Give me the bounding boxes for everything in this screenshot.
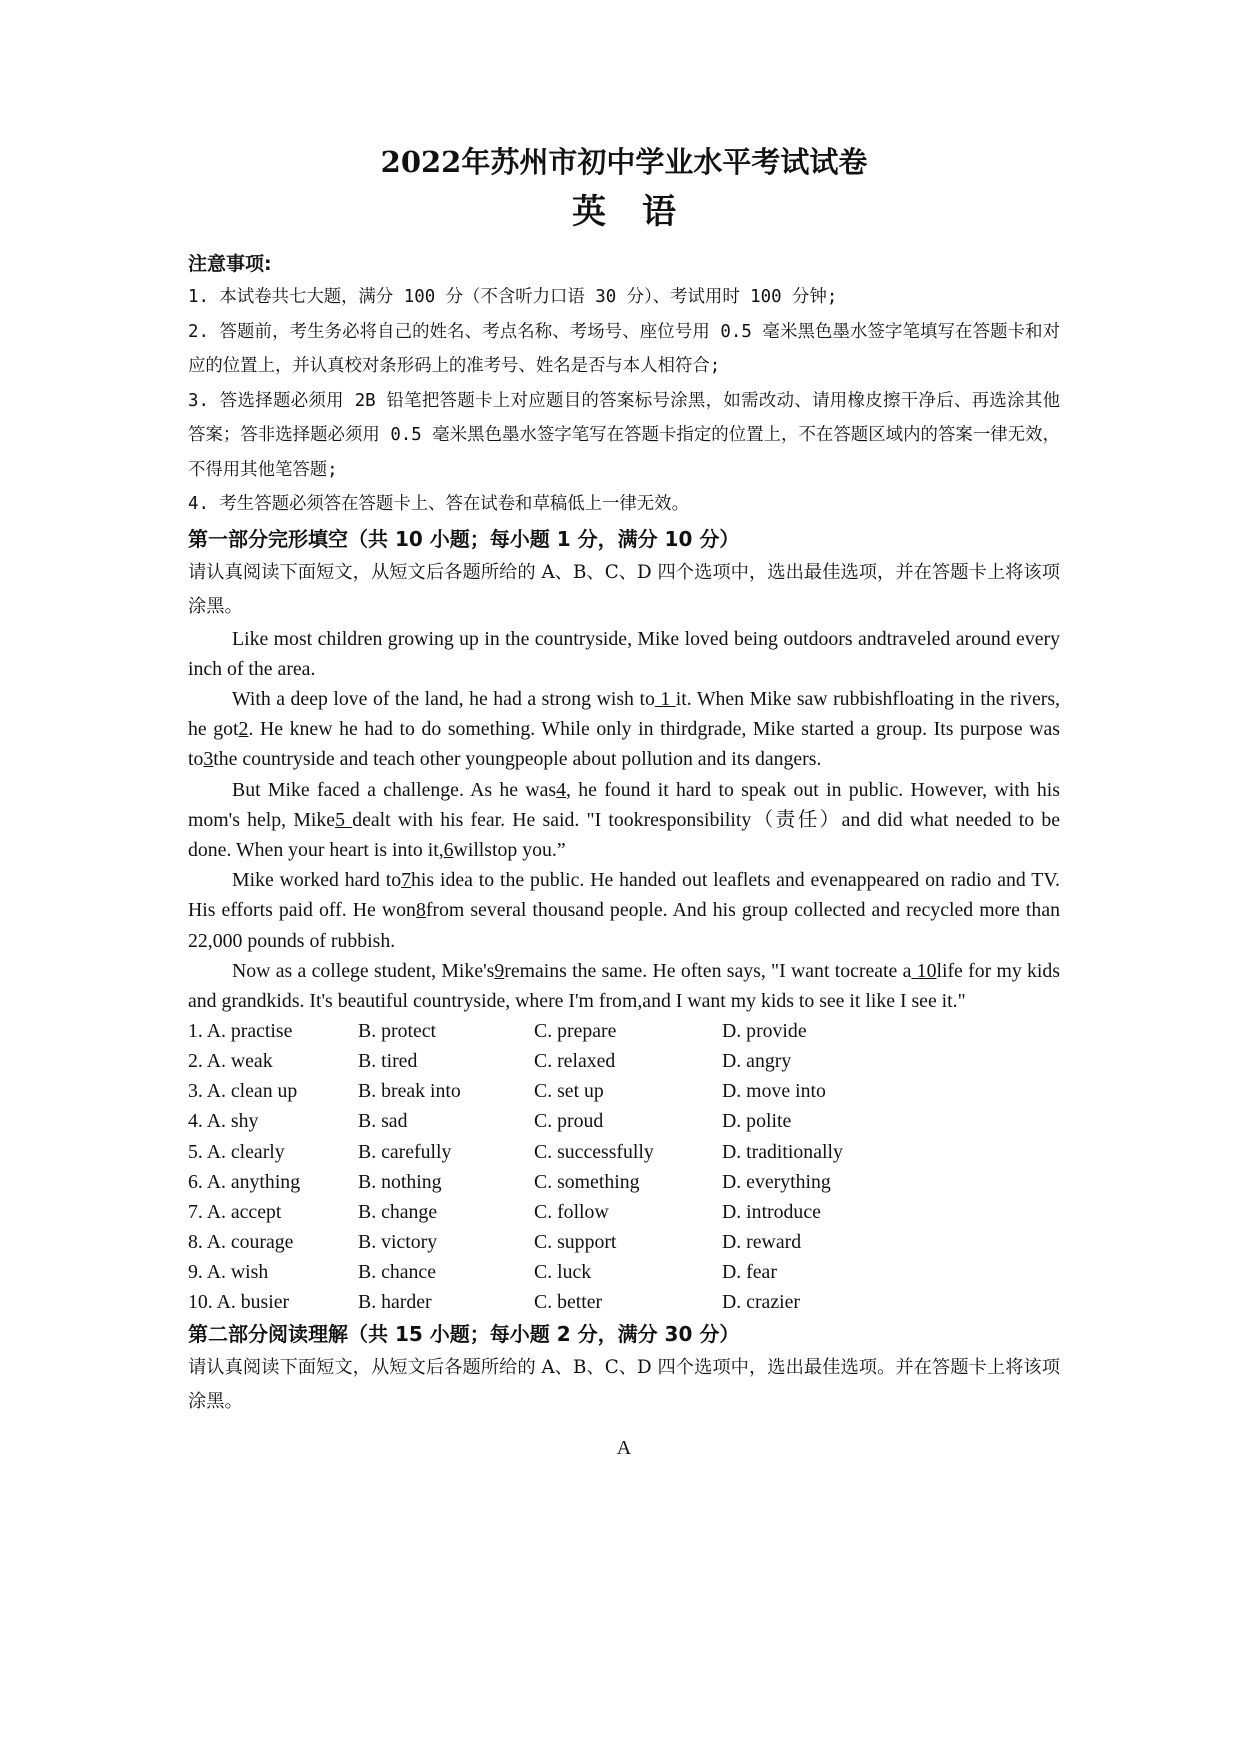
paragraph: Like most children growing up in the countryside, Mike loved being outdoors andtraveled around every inch of the area. bbox=[188, 627, 1060, 680]
notice-item: 3. 答选择题必须用 2B 铅笔把答题卡上对应题目的答案标号涂黑，如需改动、请用橡皮擦干净后、再选涂其他答案；答非选择题必须用 0.5 毫米黑色墨水签字笔写在答题卡指定的位置上，不在答题区域内的答案一律无效，不得用其他笔答题; bbox=[188, 390, 1060, 480]
option-a: 4. A. shy bbox=[188, 1110, 259, 1133]
blank-10: 10 bbox=[911, 959, 937, 982]
option-c: C. follow bbox=[534, 1200, 609, 1223]
blank-8: 8 bbox=[415, 899, 426, 922]
option-b: B. harder bbox=[358, 1290, 432, 1313]
option-b: B. protect bbox=[358, 1020, 437, 1043]
option-c: C. proud bbox=[534, 1110, 604, 1133]
option-b: B. nothing bbox=[358, 1170, 442, 1193]
option-b: B. break into bbox=[358, 1080, 461, 1103]
option-a: 1. A. practise bbox=[188, 1020, 293, 1043]
option-row bbox=[188, 1137, 1060, 1167]
option-d: D. provide bbox=[722, 1020, 807, 1043]
option-c: C. set up bbox=[534, 1080, 604, 1103]
option-c: C. luck bbox=[534, 1260, 592, 1283]
option-c: C. prepare bbox=[534, 1020, 617, 1043]
paragraph: But Mike faced a challenge. As he was4, he found it hard to speak out in public. However, with his mom's help, Mike5 dealt with his fear. He said. "I tookresponsibility（责任）and did what needed to be done. When your heart is into it,6willstop you.” bbox=[188, 778, 1061, 861]
option-row bbox=[188, 1046, 1060, 1076]
option-d: D. everything bbox=[722, 1170, 831, 1193]
notice-item: 2. 答题前，考生务必将自己的姓名、考点名称、考场号、座位号用 0.5 毫米黑色墨水签字笔填写在答题卡和对应的位置上，并认真校对条形码上的准考号、姓名是否与本人相符合; bbox=[188, 321, 1060, 376]
option-d: D. reward bbox=[722, 1230, 802, 1253]
option-row bbox=[188, 1167, 1060, 1197]
part1-heading: 第一部分完形填空（共 10 小题；每小题 1 分，满分 10 分） bbox=[188, 526, 740, 551]
option-b: B. chance bbox=[358, 1260, 436, 1283]
notice-heading: 注意事项: bbox=[188, 253, 272, 275]
option-row bbox=[188, 1227, 1060, 1257]
option-d: D. traditionally bbox=[722, 1140, 843, 1163]
option-a: 5. A. clearly bbox=[188, 1140, 285, 1163]
paragraph: With a deep love of the land, he had a strong wish to 1 it. When Mike saw rubbishfloating in the rivers, he got2. He knew he had to do something. While only in thirdgrade, Mike started a group. Its purpose was to3the countryside and teach other youngpeople about pollution and its dangers. bbox=[188, 687, 1061, 771]
paragraph: Mike worked hard to7his idea to the public. He handed out leaflets and evenappeared on radio and TV. His efforts paid off. He won8from several thousand people. And his group collected and recycled more than 22,000 pounds of rubbish. bbox=[188, 869, 1060, 952]
option-c: C. successfully bbox=[534, 1140, 654, 1163]
option-b: B. victory bbox=[358, 1230, 438, 1253]
option-d: D. crazier bbox=[722, 1290, 800, 1313]
exam-title: 2022年苏州市初中学业水平考试试卷 bbox=[380, 145, 868, 179]
option-d: D. move into bbox=[722, 1080, 826, 1103]
part2-instruction: 请认真阅读下面短文，从短文后各题所给的 A、B、C、D 四个选项中，选出最佳选项。并在答题卡上将该项涂黑。 bbox=[188, 1357, 1060, 1413]
notice-item: 4. 考生答题必须答在答题卡上、答在试卷和草稿低上一律无效。 bbox=[188, 494, 689, 514]
blank-2: 2 bbox=[238, 718, 249, 741]
option-c: C. something bbox=[534, 1170, 640, 1193]
option-row bbox=[188, 1076, 1060, 1106]
cloze-passage bbox=[188, 624, 1060, 1017]
option-row bbox=[188, 1016, 1060, 1046]
option-b: B. change bbox=[358, 1200, 438, 1223]
option-d: D. fear bbox=[722, 1260, 777, 1283]
option-d: D. introduce bbox=[722, 1200, 821, 1223]
blank-5: 5 bbox=[335, 808, 353, 831]
option-c: C. better bbox=[534, 1290, 603, 1313]
option-a: 3. A. clean up bbox=[188, 1080, 298, 1103]
option-a: 7. A. accept bbox=[188, 1200, 282, 1223]
option-d: D. angry bbox=[722, 1050, 792, 1073]
option-b: B. tired bbox=[358, 1050, 418, 1073]
option-row bbox=[188, 1257, 1060, 1287]
blank-7: 7 bbox=[401, 869, 412, 892]
option-row bbox=[188, 1287, 1060, 1317]
blank-6: 6 bbox=[443, 838, 454, 861]
option-d: D. polite bbox=[722, 1110, 792, 1133]
blank-1: 1 bbox=[654, 687, 676, 710]
blank-9: 9 bbox=[494, 959, 505, 982]
option-row bbox=[188, 1106, 1060, 1136]
options-list bbox=[188, 1016, 1060, 1317]
blank-3: 3 bbox=[203, 748, 214, 771]
option-b: B. carefully bbox=[358, 1140, 452, 1163]
exam-page bbox=[188, 140, 1060, 1463]
subject-title: 英语 bbox=[572, 192, 712, 232]
option-c: C. relaxed bbox=[534, 1050, 616, 1073]
option-c: C. support bbox=[534, 1230, 617, 1253]
option-a: 10. A. busier bbox=[188, 1290, 290, 1313]
part1-instruction: 请认真阅读下面短文，从短文后各题所给的 A、B、C、D 四个选项中，选出最佳选项，并在答题卡上将该项涂黑。 bbox=[188, 561, 1060, 617]
part2-heading: 第二部分阅读理解（共 15 小题；每小题 2 分，满分 30 分） bbox=[188, 1322, 740, 1347]
blank-4: 4 bbox=[556, 778, 567, 801]
option-a: 8. A. courage bbox=[188, 1230, 294, 1253]
section-label: A bbox=[616, 1437, 632, 1460]
option-b: B. sad bbox=[358, 1110, 408, 1133]
notice-item: 1. 本试卷共七大题，满分 100 分（不含听力口语 30 分）、考试用时 100 分钟; bbox=[188, 287, 838, 307]
option-a: 6. A. anything bbox=[188, 1170, 301, 1193]
option-a: 9. A. wish bbox=[188, 1260, 269, 1283]
option-a: 2. A. weak bbox=[188, 1050, 273, 1073]
option-row bbox=[188, 1197, 1060, 1227]
notice-list bbox=[188, 280, 1060, 522]
paragraph: Now as a college student, Mike's9remains the same. He often says, "I want tocreate a 10life for my kids and grandkids. It's beautiful countryside, where I'm from,and I want my kids to see it like I see it." bbox=[188, 959, 1060, 1012]
